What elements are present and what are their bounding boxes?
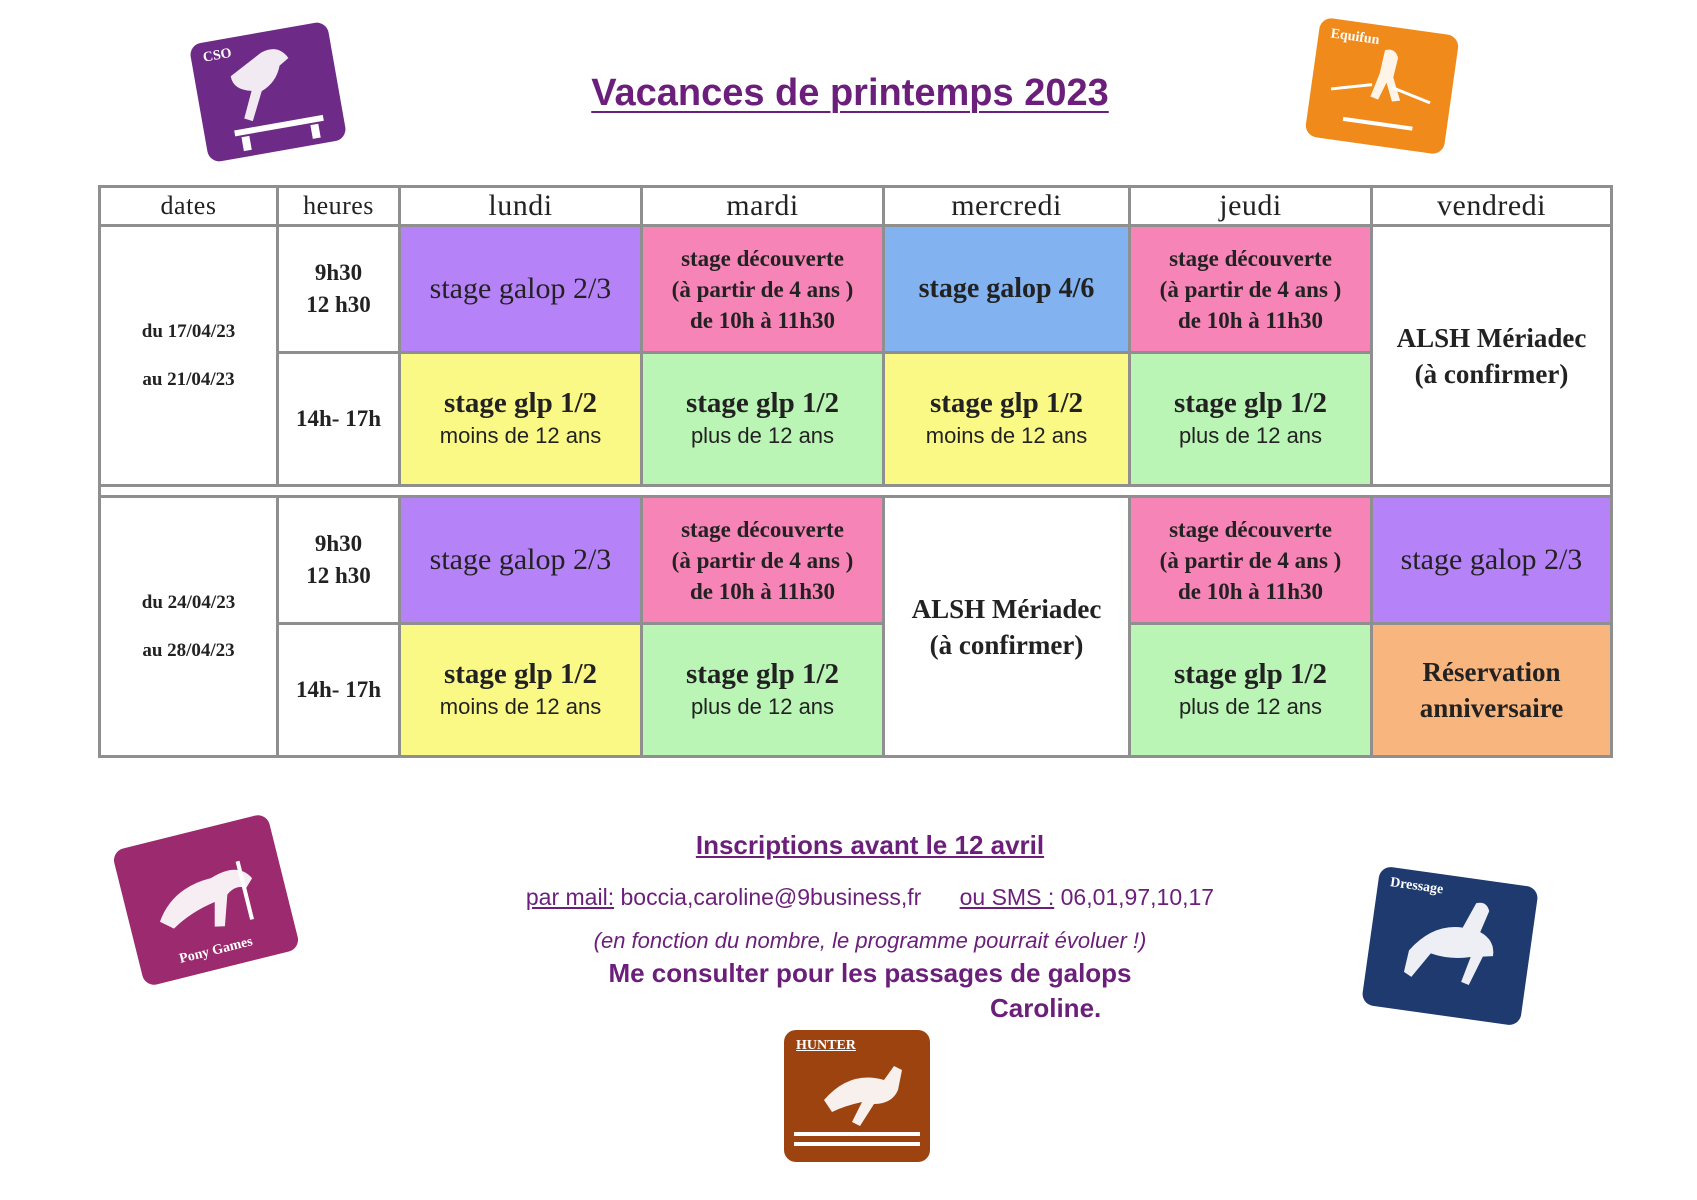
show-jumping-icon (189, 21, 348, 163)
time-start: 9h30 (314, 531, 363, 556)
activity-label: stage galop 2/3 (1400, 543, 1583, 576)
activity-note: (à confirmer) (1414, 358, 1569, 389)
week2-vendredi-afternoon (1372, 624, 1612, 757)
activity-label: stage glp 1/2 (1173, 387, 1328, 419)
mail-label: par mail: (525, 884, 615, 910)
week2-vendredi-morning (1372, 497, 1612, 624)
activity-note: (à confirmer) (929, 629, 1084, 660)
header-heures: heures (278, 187, 400, 226)
week1-vendredi (1372, 226, 1612, 486)
sms-label: ou SMS : (959, 884, 1055, 910)
activity-age: moins de 12 ans (439, 694, 602, 719)
week1-jeudi-afternoon (1130, 353, 1372, 486)
activity-label: stage galop 4/6 (918, 273, 1095, 304)
inscriptions-deadline: Inscriptions avant le 12 avril (695, 830, 1045, 860)
week1-date-from: du 17/04/23 (141, 320, 236, 342)
week1-mercredi-afternoon (884, 353, 1130, 486)
activity-label: stage découverte (1169, 516, 1332, 542)
week1-morning-row (100, 226, 1612, 353)
activity-label: ALSH Mériadec (1396, 322, 1587, 353)
header-vendredi: vendredi (1372, 187, 1612, 226)
week2-lundi-afternoon (400, 624, 642, 757)
week1-date-to: au 21/04/23 (142, 368, 235, 390)
header-mardi: mardi (642, 187, 884, 226)
equifun-logo-label: Equifun (1329, 26, 1381, 49)
week2-dates (100, 497, 278, 757)
week1-dates (100, 226, 278, 486)
week2-lundi-morning (400, 497, 642, 624)
time-end: 12 h30 (306, 292, 371, 317)
week2-jeudi-afternoon (1130, 624, 1372, 757)
activity-label: stage glp 1/2 (929, 387, 1084, 419)
activity-age: (à partir de 4 ans ) (1159, 547, 1342, 573)
week2-afternoon-time: 14h- 17h (278, 624, 400, 757)
week2-mercredi (884, 497, 1130, 757)
time-start: 9h30 (314, 260, 363, 285)
week2-morning-row (100, 497, 1612, 624)
header-lundi: lundi (400, 187, 642, 226)
pony-games-logo-label: Pony Games (177, 934, 255, 967)
activity-time: de 10h à 11h30 (689, 578, 836, 604)
activity-label: stage découverte (681, 245, 844, 271)
activity-age: plus de 12 ans (1178, 694, 1323, 719)
week1-afternoon-time: 14h- 17h (278, 353, 400, 486)
activity-time: de 10h à 11h30 (689, 307, 836, 333)
week1-lundi-afternoon (400, 353, 642, 486)
activity-age: (à partir de 4 ans ) (1159, 276, 1342, 302)
dressage-logo (1361, 866, 1539, 1027)
schedule-table (98, 185, 1613, 758)
activity-label: stage découverte (681, 516, 844, 542)
signature: Caroline. (990, 993, 1102, 1023)
week1-mardi-morning (642, 226, 884, 353)
equifun-rider-icon (1304, 17, 1459, 155)
separator-cell (100, 486, 1612, 497)
program-note: (en fonction du nombre, le programme pourrait évoluer !) (593, 928, 1147, 953)
activity-note: anniversaire (1419, 693, 1564, 723)
week2-mardi-morning (642, 497, 884, 624)
equifun-logo (1304, 17, 1459, 155)
hunter-logo-label: HUNTER (796, 1038, 856, 1053)
activity-age: (à partir de 4 ans ) (671, 547, 854, 573)
activity-age: moins de 12 ans (439, 423, 602, 448)
header-dates: dates (100, 187, 278, 226)
week1-mardi-afternoon (642, 353, 884, 486)
week1-morning-time (278, 226, 400, 353)
activity-label: stage glp 1/2 (1173, 658, 1328, 690)
cso-logo-label: CSO (201, 45, 233, 66)
time-end: 12 h30 (306, 563, 371, 588)
dressage-rider-icon (1361, 866, 1539, 1027)
activity-age: plus de 12 ans (690, 423, 835, 448)
contact-line (400, 884, 1340, 911)
header-jeudi: jeudi (1130, 187, 1372, 226)
activity-label: stage galop 2/3 (429, 543, 612, 576)
activity-age: plus de 12 ans (690, 694, 835, 719)
week2-mardi-afternoon (642, 624, 884, 757)
activity-age: plus de 12 ans (1178, 423, 1323, 448)
activity-label: stage glp 1/2 (443, 387, 598, 419)
week2-date-to: au 28/04/23 (142, 639, 235, 661)
activity-label: stage glp 1/2 (443, 658, 598, 690)
header-mercredi: mercredi (884, 187, 1130, 226)
sms-number[interactable]: 06,01,97,10,17 (1060, 884, 1215, 910)
week1-mercredi-morning (884, 226, 1130, 353)
consult-line: Me consulter pour les passages de galops (608, 958, 1132, 988)
header-row (100, 187, 1612, 226)
activity-time: de 10h à 11h30 (1177, 307, 1324, 333)
week2-jeudi-morning (1130, 497, 1372, 624)
week2-afternoon-row (100, 624, 1612, 757)
activity-label: stage découverte (1169, 245, 1332, 271)
dressage-logo-label: Dressage (1389, 875, 1445, 898)
activity-label: stage galop 2/3 (429, 272, 612, 305)
cso-logo (189, 21, 348, 163)
hunter-logo (784, 1030, 930, 1162)
activity-age: (à partir de 4 ans ) (671, 276, 854, 302)
week-separator (100, 486, 1612, 497)
activity-label: Réservation (1422, 657, 1561, 687)
activity-label: stage glp 1/2 (685, 658, 840, 690)
week1-jeudi-morning (1130, 226, 1372, 353)
mail-address[interactable]: boccia,caroline@9business,fr (620, 884, 922, 910)
pony-games-logo (111, 813, 300, 988)
activity-label: ALSH Mériadec (911, 593, 1102, 624)
week1-lundi-morning (400, 226, 642, 353)
week2-morning-time (278, 497, 400, 624)
page-title: Vacances de printemps 2023 (591, 72, 1109, 114)
week2-date-from: du 24/04/23 (141, 591, 236, 613)
activity-label: stage glp 1/2 (685, 387, 840, 419)
activity-age: moins de 12 ans (925, 423, 1088, 448)
activity-time: de 10h à 11h30 (1177, 578, 1324, 604)
